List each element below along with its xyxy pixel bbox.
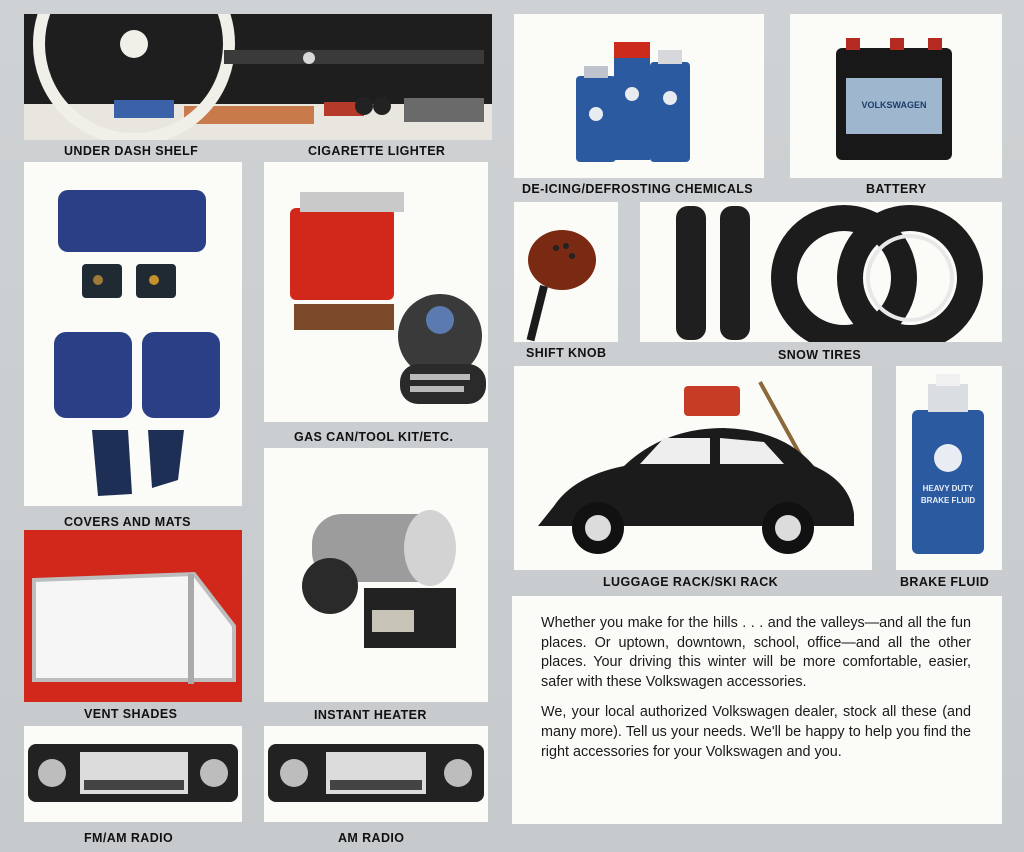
caption-vent-shades: VENT SHADES: [84, 707, 178, 721]
caption-gas-can-tool-kit: GAS CAN/TOOL KIT/ETC.: [294, 430, 454, 444]
covers-and-mats-photo: [24, 162, 242, 506]
shift-knob-photo: [514, 202, 618, 342]
instant-heater-photo: [264, 448, 488, 702]
caption-brake-fluid: BRAKE FLUID: [900, 575, 990, 589]
snow-tires-photo: [640, 202, 1002, 342]
under-dash-photo: [24, 14, 492, 140]
caption-cigarette-lighter: CIGARETTE LIGHTER: [308, 144, 446, 158]
caption-am-radio: AM RADIO: [338, 831, 405, 845]
body-text: [541, 614, 971, 773]
battery-brand-label: VOLKSWAGEN: [861, 100, 927, 110]
caption-luggage-rack: LUGGAGE RACK/SKI RACK: [603, 575, 779, 589]
battery-photo: [790, 14, 1002, 178]
gas-can-tool-kit-photo: [264, 162, 488, 422]
caption-battery: BATTERY: [866, 182, 927, 196]
fm-am-radio-photo: [24, 726, 242, 822]
caption-instant-heater: INSTANT HEATER: [314, 708, 427, 722]
brake-fluid-can-line1: HEAVY DUTY: [922, 484, 974, 493]
body-paragraph-2: We, your local authorized Volkswagen dealer, stock all these (and many more). Tell us your needs. We'll be happy to help you find the right accessories for your Volkswagen and you.: [541, 704, 971, 760]
caption-under-dash-shelf: UNDER DASH SHELF: [64, 144, 199, 158]
caption-deicing-chemicals: DE-ICING/DEFROSTING CHEMICALS: [522, 182, 754, 196]
luggage-rack-photo: [514, 366, 872, 570]
caption-covers-and-mats: COVERS AND MATS: [64, 515, 191, 529]
am-radio-photo: [264, 726, 488, 822]
caption-snow-tires: SNOW TIRES: [778, 348, 862, 362]
brake-fluid-can-line2: BRAKE FLUID: [920, 496, 976, 505]
caption-fm-am-radio: FM/AM RADIO: [84, 831, 174, 845]
deicing-chemicals-photo: [514, 14, 764, 178]
caption-shift-knob: SHIFT KNOB: [526, 346, 607, 360]
body-paragraph-1: Whether you make for the hills . . . and the valleys—and all the fun places. Or uptown, downtown, school, office—and all the other places. Your driving this winter will be more comfortable, easier, safer with these Volkswagen accessories.: [541, 615, 971, 690]
brake-fluid-photo: [896, 366, 1002, 570]
vent-shades-photo: [24, 530, 242, 702]
